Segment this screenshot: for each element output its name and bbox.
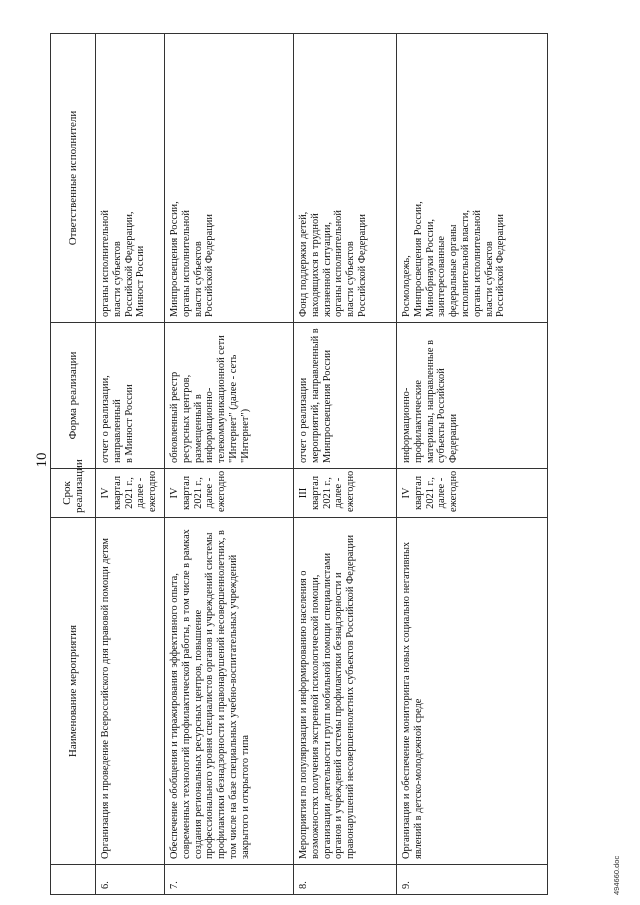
measure-term: IV квартал 2021 г., далее - ежегодно	[96, 469, 165, 518]
row-number: 9.	[397, 865, 548, 895]
table-row	[96, 34, 165, 895]
table-header-row	[51, 34, 96, 895]
header-term: Срок реализации	[51, 469, 96, 518]
measure-responsible: Фонд поддержки детей, находящихся в трудной жизненной ситуации, органы исполнительной власти субъектов Российской Федерации	[294, 34, 397, 323]
row-number: 8.	[294, 865, 397, 895]
table-row	[165, 34, 294, 895]
row-number: 7.	[165, 865, 294, 895]
measure-name: Обеспечение обобщения и тиражирования эффективного опыта, современных технологий профилактической работы, в том числе в рамках создания региональных ресурсных центров, повышение профессионального уровня специалистов органов и учреждений системы профилактики безнадзорности и правонарушений несовершеннолетних, в том числе на базе специальных учебно-воспитательных учреждений закрытого и открытого типа	[165, 518, 294, 865]
measure-form: отчет о реализации, направленный в Минюст России	[96, 323, 165, 469]
measure-responsible: Минпросвещения России, органы исполнительной власти субъектов Российской Федерации	[165, 34, 294, 323]
measure-term: III квартал 2021 г., далее - ежегодно	[294, 469, 397, 518]
document-id: 494660.doc	[612, 855, 621, 895]
row-number: 6.	[96, 865, 165, 895]
rotated-page	[30, 25, 630, 895]
table-row	[397, 34, 548, 895]
table-row	[294, 34, 397, 895]
header-form: Форма реализации	[51, 323, 96, 469]
page-number: 10	[34, 452, 50, 468]
measure-responsible: Росмолодежь, Минпросвещения России, Минобрнауки России, заинтересованные федеральные органы исполнительной власти, органы исполнительной власти субъектов Российской Федерации	[397, 34, 548, 323]
measure-term: IV квартал 2021 г., далее - ежегодно	[165, 469, 294, 518]
header-num	[51, 865, 96, 895]
measure-form: обновленный реестр ресурсных центров, размещенный в информационно-телекоммуникационной сети "Интернет" (далее - сеть "Интернет")	[165, 323, 294, 469]
measure-responsible: органы исполнительной власти субъектов Российской Федерации, Минюст России	[96, 34, 165, 323]
measure-name: Организация и обеспечение мониторинга новых социально негативных явлений в детско-молодежной среде	[397, 518, 548, 865]
header-resp: Ответственные исполнители	[51, 34, 96, 323]
measure-form: отчет о реализации мероприятий, направленный в Минпросвещения России	[294, 323, 397, 469]
measure-name: Мероприятия по популяризации и информированию населения о возможностях получения экстренной психологической помощи, организации деятельности групп мобильной помощи специалистами органов и учреждений системы профилактики безнадзорности и правонарушений несовершеннолетних субъектов Российской Федерации	[294, 518, 397, 865]
measure-form: информационно-профилактические материалы, направленные в субъекты Российской Федерации	[397, 323, 548, 469]
measures-table	[50, 33, 548, 895]
header-name: Наименование мероприятия	[51, 518, 96, 865]
measure-name: Организация и проведение Всероссийского дня правовой помощи детям	[96, 518, 165, 865]
measure-term: IV квартал 2021 г., далее - ежегодно	[397, 469, 548, 518]
